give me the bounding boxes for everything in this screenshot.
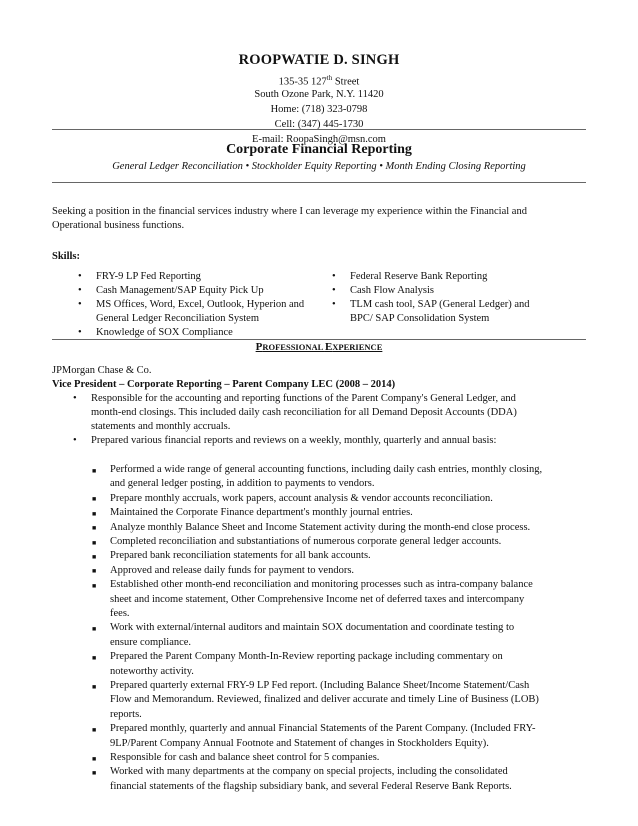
skill-item: MS Offices, Word, Excel, Outlook, Hyperion and [96,299,305,310]
bullet-icon: • [332,299,336,310]
square-bullet-icon: ■ [92,495,97,504]
responsibility-item-continued: fees. [110,608,130,619]
skill-item-continued: General Ledger Reconciliation System [96,313,259,324]
job-title: Vice President – Corporate Reporting – Parent Company LEC (2008 – 2014) [52,379,396,390]
responsibility-item-continued: Flow and Memorandum. Reviewed, finalized and deliver accurate and timely Line of Business (LOB) [110,694,539,706]
headline-title: Corporate Financial Reporting [226,142,412,157]
square-bullet-icon: ■ [92,725,97,734]
responsibility-item-continued: financial statements of the flagship subsidiary bank, and several Federal Reserve Bank Reports. [110,780,512,792]
skills-heading: Skills: [52,251,81,262]
skill-item: FRY-9 LP Fed Reporting [96,271,201,282]
responsibility-item: Approved and release daily funds for payment to vendors. [110,564,355,576]
header-divider [52,129,586,130]
responsibility-item: Performed a wide range of general accounting functions, including daily cash entries, monthly closing, [110,464,543,475]
square-bullet-icon: ■ [92,653,97,662]
responsibility-item: Established other month-end reconciliation and monitoring processes such as intra-company balance [110,579,533,591]
bullet-icon: • [332,285,336,296]
square-bullet-icon: ■ [92,567,97,576]
bullet-icon: • [332,271,336,282]
square-bullet-icon: ■ [92,552,97,561]
square-bullet-icon: ■ [92,768,97,777]
skill-item: Cash Management/SAP Equity Pick Up [96,285,264,296]
skill-item: Cash Flow Analysis [350,285,435,296]
responsibility-item-continued: sheet and income statement, Other Comprehensive Income net of deferred taxes and intercompany [110,593,525,605]
heading-initial: P [255,341,263,353]
responsibility-item: Analyze monthly Balance Sheet and Income Statement activity during the month-end close process. [110,521,531,533]
address-suffix: th [326,74,333,82]
bullet-icon: • [78,271,82,282]
candidate-name: ROOPWATIE D. SINGH [238,52,400,68]
responsibility-item: Prepared bank reconciliation statements for all bank accounts. [110,550,371,562]
headline-divider [52,182,586,183]
square-bullet-icon: ■ [92,538,97,547]
square-bullet-icon: ■ [92,509,97,518]
square-bullet-icon: ■ [92,581,97,590]
responsibility-item: Maintained the Corporate Finance department's monthly journal entries. [110,507,413,519]
heading-rest: XPERIENCE [332,342,383,352]
job-bullet: Responsible for the accounting and reporting functions of the Parent Company's General Ledger, and [91,393,516,404]
headline-tagline: General Ledger Reconciliation • Stockholder Equity Reporting • Month Ending Closing Reporting [112,161,526,172]
square-bullet-icon: ■ [92,682,97,691]
address-number: 135-35 127 [278,76,327,88]
bullet-icon: • [78,299,82,310]
address-line [0,74,638,88]
square-bullet-icon: ■ [92,624,97,633]
home-phone: Home: (718) 323-0798 [270,104,368,115]
responsibility-item-continued: ensure compliance. [110,636,192,648]
responsibility-item: Worked with many departments at the company on special projects, including the consolidated [110,766,508,778]
job-bullet-continued: month-end closings. This included daily cash reconciliation for all Demand Deposit Accounts (DDA) [91,407,517,418]
bullet-icon: • [73,393,77,404]
city-line: South Ozone Park, N.Y. 11420 [254,89,384,100]
objective-line-1: Seeking a position in the financial services industry where I can leverage my experience within the Financial and [52,206,527,217]
responsibility-item: Responsible for cash and balance sheet control for 5 companies. [110,752,380,763]
objective-line-2: Operational business functions. [52,220,185,231]
job-bullet: Prepared various financial reports and reviews on a weekly, monthly, quarterly and annual basis: [91,435,497,446]
job-bullet-continued: statements and monthly accruals. [91,421,231,432]
cell-phone: Cell: (347) 445-1730 [274,119,364,130]
responsibility-item-continued: reports. [110,708,142,720]
bullet-icon: • [78,327,82,338]
responsibility-item-continued: 9LP/Parent Company Annual Footnote and Statement of changes in Stockholders Equity). [110,737,489,749]
address-street: Street [332,76,360,88]
responsibility-item: Prepared quarterly external FRY-9 LP Fed report. (Including Balance Sheet/Income Statement/Cash [110,680,530,691]
company-name: JPMorgan Chase & Co. [52,365,152,376]
responsibility-item-continued: and general ledger posting, in addition to payments to vendors. [110,478,375,490]
responsibility-item: Prepared the Parent Company Month-In-Review reporting package including commentary on [110,651,503,663]
skill-item: TLM cash tool, SAP (General Ledger) and [350,299,530,310]
experience-divider [52,339,586,340]
bullet-icon: • [78,285,82,296]
square-bullet-icon: ■ [92,466,97,475]
email-line: E-mail: RoopaSingh@msn.com [252,134,386,145]
skill-item-continued: BPC/ SAP Consolidation System [350,313,490,324]
skill-item: Knowledge of SOX Compliance [96,327,233,338]
responsibility-item: Prepared monthly, quarterly and annual Financial Statements of the Parent Company. (Included FRY- [110,723,536,735]
square-bullet-icon: ■ [92,754,97,763]
heading-initial: E [324,341,333,353]
professional-experience-heading [0,341,638,353]
heading-rest: ROFESSIONAL [262,342,325,352]
responsibility-item: Completed reconciliation and substantiations of numerous corporate general ledger accounts. [110,536,502,547]
responsibility-item: Prepare monthly accruals, work papers, account analysis & vendor accounts reconciliation. [110,492,493,504]
responsibility-item: Work with external/internal auditors and maintain SOX documentation and coordinate testing to [110,622,515,634]
bullet-icon: • [73,435,77,446]
responsibility-item-continued: noteworthy activity. [110,665,194,677]
square-bullet-icon: ■ [92,524,97,533]
skill-item: Federal Reserve Bank Reporting [350,271,488,282]
